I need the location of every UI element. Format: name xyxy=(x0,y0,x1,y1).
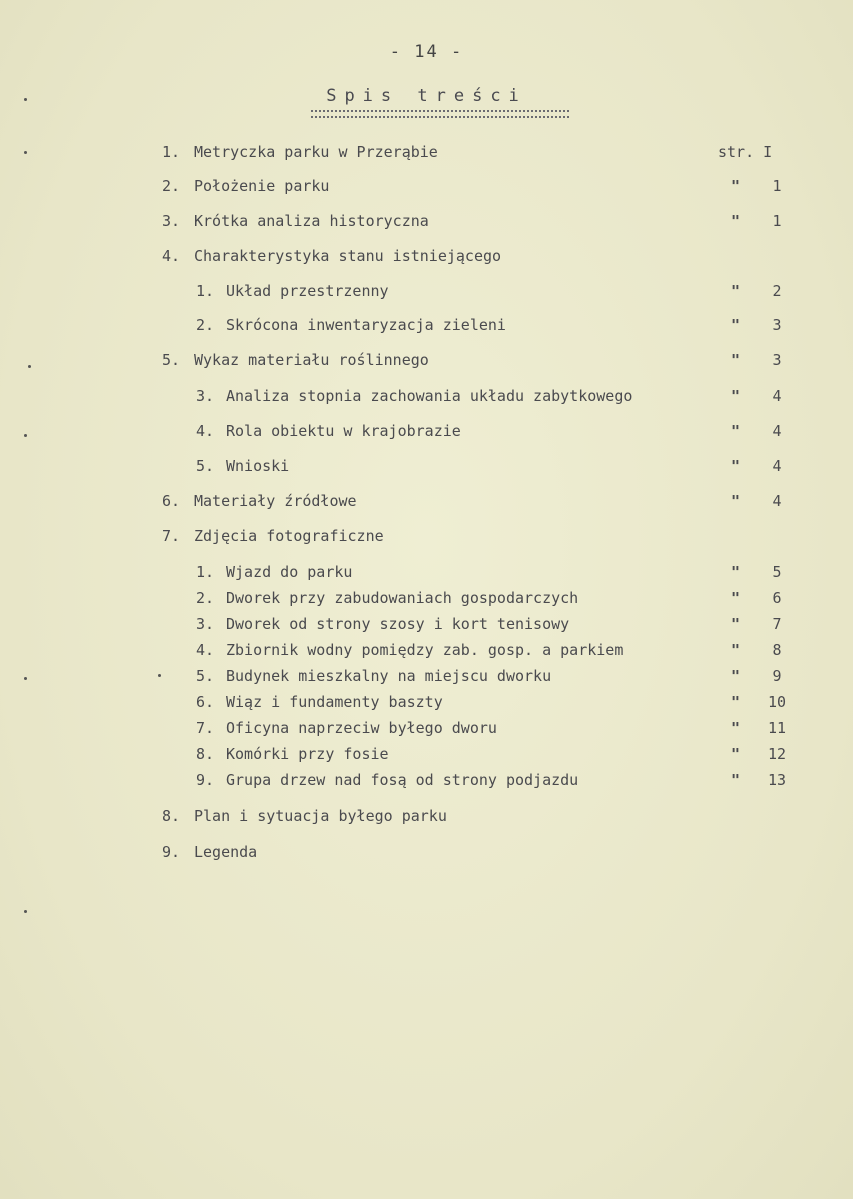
ditto-mark: " xyxy=(731,719,741,737)
entry-title: Wjazd do parku xyxy=(226,563,353,581)
entry-number: 3. xyxy=(196,615,215,633)
entry-number: 8. xyxy=(196,745,215,763)
entry-number: 9. xyxy=(162,843,181,861)
entry-number: 4. xyxy=(162,247,181,265)
entry-title: Komórki przy fosie xyxy=(226,745,389,763)
entry-title: Zbiornik wodny pomiędzy zab. gosp. a parkiem xyxy=(226,641,624,659)
ditto-mark: " xyxy=(731,212,741,230)
entry-title: Rola obiektu w krajobrazie xyxy=(226,422,461,440)
entry-number: 5. xyxy=(196,457,215,475)
margin-speck xyxy=(24,677,27,680)
entry-title: Krótka analiza historyczna xyxy=(194,212,429,230)
entry-page: 8 xyxy=(772,641,782,659)
entry-number: 1. xyxy=(196,563,215,581)
toc-subentry xyxy=(0,282,853,304)
margin-speck xyxy=(24,434,27,437)
entry-page: 4 xyxy=(772,457,782,475)
ditto-mark: " xyxy=(731,563,741,581)
entry-number: 2. xyxy=(162,177,181,195)
entry-number: 1. xyxy=(162,143,181,161)
toc-entry xyxy=(0,212,853,234)
toc-subentry xyxy=(0,387,853,409)
entry-page: 4 xyxy=(772,387,782,405)
ditto-mark: " xyxy=(731,351,741,369)
toc-subentry xyxy=(0,316,853,338)
entry-number: 3. xyxy=(196,387,215,405)
margin-speck xyxy=(24,98,27,101)
entry-number: 6. xyxy=(162,492,181,510)
entry-title: Oficyna naprzeciw byłego dworu xyxy=(226,719,497,737)
entry-title: Wiąz i fundamenty baszty xyxy=(226,693,443,711)
toc-entry xyxy=(0,492,853,514)
entry-title: Dworek od strony szosy i kort tenisowy xyxy=(226,615,570,633)
toc-subentry xyxy=(0,457,853,479)
toc-subentry xyxy=(0,615,853,637)
ditto-mark: " xyxy=(731,316,741,334)
toc-entry xyxy=(0,351,853,373)
ditto-mark: " xyxy=(731,282,741,300)
entry-page: 4 xyxy=(772,422,782,440)
page-column-header: str. I xyxy=(718,143,773,161)
toc-entry xyxy=(0,807,853,829)
entry-page: 11 xyxy=(767,719,787,737)
toc-subentry xyxy=(0,745,853,767)
entry-number: 1. xyxy=(196,282,215,300)
ditto-mark: " xyxy=(731,667,741,685)
entry-page: 1 xyxy=(772,177,782,195)
entry-number: 3. xyxy=(162,212,181,230)
page-title: Spis treści xyxy=(326,86,527,106)
entry-title: Dworek przy zabudowaniach gospodarczych xyxy=(226,589,579,607)
toc-subentry xyxy=(0,719,853,741)
entry-number: 5. xyxy=(162,351,181,369)
entry-page: 12 xyxy=(767,745,787,763)
ditto-mark: " xyxy=(731,492,741,510)
toc-subentry xyxy=(0,667,853,689)
ditto-mark: " xyxy=(731,177,741,195)
entry-title: Zdjęcia fotograficzne xyxy=(194,527,384,545)
entry-number: 9. xyxy=(196,771,215,789)
entry-number: 7. xyxy=(162,527,181,545)
toc-subentry xyxy=(0,422,853,444)
entry-number: 4. xyxy=(196,422,215,440)
entry-number: 6. xyxy=(196,693,215,711)
entry-page: 1 xyxy=(772,212,782,230)
entry-page: 7 xyxy=(772,615,782,633)
entry-number: 2. xyxy=(196,589,215,607)
toc-entry xyxy=(0,247,853,269)
entry-number: 2. xyxy=(196,316,215,334)
margin-speck xyxy=(24,151,27,154)
toc-subentry xyxy=(0,589,853,611)
entry-page: 6 xyxy=(772,589,782,607)
margin-speck xyxy=(24,910,27,913)
entry-page: 13 xyxy=(767,771,787,789)
toc-subentry xyxy=(0,641,853,663)
ditto-mark: " xyxy=(731,693,741,711)
entry-number: 4. xyxy=(196,641,215,659)
ditto-mark: " xyxy=(731,589,741,607)
toc-entry xyxy=(0,177,853,199)
ditto-mark: " xyxy=(731,422,741,440)
entry-number: 5. xyxy=(196,667,215,685)
entry-number: 7. xyxy=(196,719,215,737)
entry-page: 10 xyxy=(767,693,787,711)
entry-title: Grupa drzew nad fosą od strony podjazdu xyxy=(226,771,579,789)
entry-page: 3 xyxy=(772,316,782,334)
entry-title: Legenda xyxy=(194,843,258,861)
entry-title: Wykaz materiału roślinnego xyxy=(194,351,429,369)
entry-title: Materiały źródłowe xyxy=(194,492,357,510)
ditto-mark: " xyxy=(731,641,741,659)
ditto-mark: " xyxy=(731,745,741,763)
entry-page: 2 xyxy=(772,282,782,300)
entry-page: 5 xyxy=(772,563,782,581)
entry-title: Metryczka parku w Przerąbie xyxy=(194,143,438,161)
toc-subentry xyxy=(0,563,853,585)
margin-speck xyxy=(28,365,31,368)
entry-title: Analiza stopnia zachowania układu zabytkowego xyxy=(226,387,633,405)
entry-title: Charakterystyka stanu istniejącego xyxy=(194,247,502,265)
entry-title: Plan i sytuacja byłego parku xyxy=(194,807,447,825)
ditto-mark: " xyxy=(731,615,741,633)
entry-page: 9 xyxy=(772,667,782,685)
ditto-mark: " xyxy=(731,457,741,475)
page-number: - 14 - xyxy=(389,42,464,62)
toc-subentry xyxy=(0,771,853,793)
toc-entry xyxy=(0,843,853,865)
toc-subentry xyxy=(0,693,853,715)
ditto-mark: " xyxy=(731,387,741,405)
entry-number: 8. xyxy=(162,807,181,825)
entry-page: 3 xyxy=(772,351,782,369)
toc-entry xyxy=(0,143,853,165)
toc-entry xyxy=(0,527,853,549)
entry-title: Wnioski xyxy=(226,457,290,475)
entry-page: 4 xyxy=(772,492,782,510)
margin-speck xyxy=(158,674,161,677)
ditto-mark: " xyxy=(731,771,741,789)
entry-title: Skrócona inwentaryzacja zieleni xyxy=(226,316,506,334)
entry-title: Budynek mieszkalny na miejscu dworku xyxy=(226,667,552,685)
entry-title: Położenie parku xyxy=(194,177,330,195)
entry-title: Układ przestrzenny xyxy=(226,282,389,300)
